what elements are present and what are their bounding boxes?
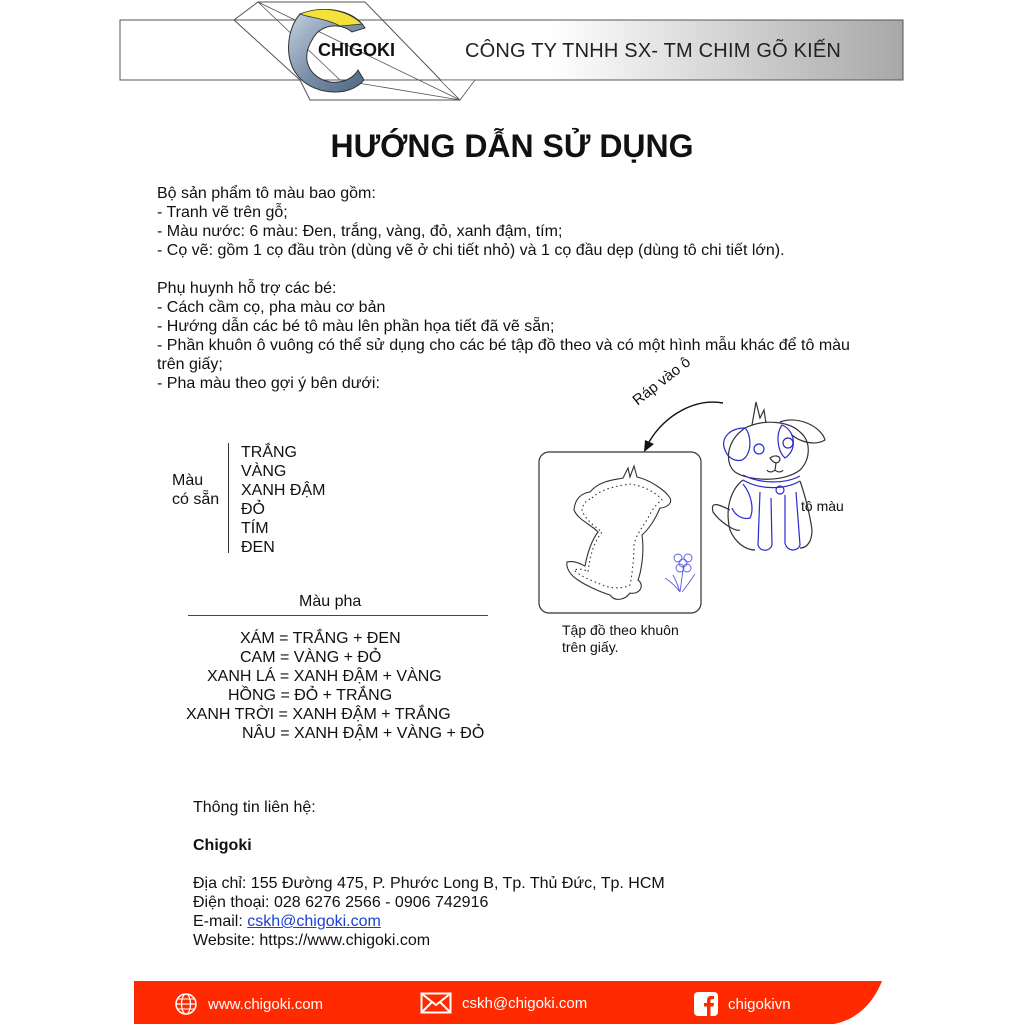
mix-result: XANH TRỜI xyxy=(186,706,275,723)
mix-result: CAM xyxy=(240,649,276,666)
color-item: TÍM xyxy=(241,520,269,537)
footer-website-text[interactable]: www.chigoki.com xyxy=(208,995,324,1013)
kit-item: - Cọ vẽ: gồm 1 cọ đầu tròn (dùng vẽ ở chi tiết nhỏ) và 1 cọ đầu dẹp (dùng tô chi tiết lớn). xyxy=(157,242,785,259)
parents-item: - Hướng dẫn các bé tô màu lên phần họa tiết đã vẽ sẵn; xyxy=(157,318,555,335)
page-title: HƯỚNG DẪN SỬ DỤNG xyxy=(330,128,694,164)
label-line: Màu xyxy=(172,472,204,489)
mix-result: XÁM xyxy=(240,630,275,647)
mix-formula: = XANH ĐẬM + TRẮNG xyxy=(274,706,451,723)
available-colors-label xyxy=(172,471,219,509)
company-name: CÔNG TY TNHH SX- TM CHIM GÕ KIẾN xyxy=(465,40,842,62)
mixed-colors-list xyxy=(180,629,510,743)
parents-item: trên giấy; xyxy=(157,356,223,373)
arrow-icon xyxy=(649,402,723,442)
parents-section xyxy=(157,279,850,393)
color-label: tô màu xyxy=(801,498,844,514)
facebook-icon xyxy=(694,992,718,1016)
mix-row xyxy=(180,724,510,743)
color-item: ĐỎ xyxy=(241,501,265,518)
mix-row xyxy=(180,629,510,648)
mix-row xyxy=(180,686,510,705)
contact-company: Chigoki xyxy=(193,837,252,854)
mix-result: XANH LÁ xyxy=(207,668,276,685)
available-colors-list xyxy=(241,443,325,557)
color-item: ĐEN xyxy=(241,539,275,556)
arrow-label: Ráp vào ô xyxy=(629,353,694,409)
color-item: XANH ĐẬM xyxy=(241,482,326,499)
kit-heading: Bộ sản phẩm tô màu bao gồm: xyxy=(157,185,376,202)
stencil-caption xyxy=(562,622,679,656)
kit-section xyxy=(157,184,785,260)
footer-website[interactable] xyxy=(174,992,323,1016)
footer-facebook-text[interactable]: chigokivn xyxy=(728,995,791,1013)
label-line: có sẵn xyxy=(172,491,220,508)
flower-icon xyxy=(665,554,695,592)
contact-email-row xyxy=(193,912,665,931)
parents-item: - Pha màu theo gợi ý bên dưới: xyxy=(157,375,380,392)
email-link[interactable]: cskh@chigoki.com xyxy=(247,913,381,930)
parents-item: - Phần khuôn ô vuông có thể sử dụng cho các bé tập đồ theo và có một hình mẫu khác để tô màu xyxy=(157,337,850,354)
mixed-colors-heading: Màu pha xyxy=(299,593,362,610)
caption-line: trên giấy. xyxy=(562,639,619,655)
bracket-divider xyxy=(228,443,229,553)
logo-text: CHIGOKI xyxy=(318,40,396,60)
contact-website: Website: https://www.chigoki.com xyxy=(193,932,431,949)
mix-row xyxy=(180,705,510,724)
mix-formula: = XANH ĐẬM + VÀNG xyxy=(275,668,442,685)
parents-heading: Phụ huynh hỗ trợ các bé: xyxy=(157,280,337,297)
contact-details xyxy=(193,874,665,950)
color-item: TRẮNG xyxy=(241,444,297,461)
divider xyxy=(188,615,488,616)
caption-line: Tập đồ theo khuôn xyxy=(562,622,679,638)
email-label: E-mail: xyxy=(193,913,248,930)
footer-email[interactable] xyxy=(420,992,587,1014)
mix-formula: = TRẮNG + ĐEN xyxy=(274,630,401,647)
dog-stencil-icon xyxy=(567,466,671,599)
contact-address: Địa chỉ: 155 Đường 475, P. Phước Long B, Tp. Thủ Đức, Tp. HCM xyxy=(193,875,665,892)
mix-formula: = VÀNG + ĐỎ xyxy=(275,649,382,666)
mix-formula: = XANH ĐẬM + VÀNG + ĐỎ xyxy=(275,725,485,742)
mix-result: HỒNG xyxy=(228,687,276,704)
footer-facebook[interactable] xyxy=(694,992,791,1016)
dog-illustration-icon xyxy=(712,402,825,550)
color-item: VÀNG xyxy=(241,463,287,480)
kit-item: - Màu nước: 6 màu: Đen, trắng, vàng, đỏ, xanh đậm, tím; xyxy=(157,223,563,240)
mix-result: NÂU xyxy=(242,725,276,742)
globe-icon xyxy=(174,992,198,1016)
contact-heading: Thông tin liên hệ: xyxy=(193,799,316,816)
parents-item: - Cách cầm cọ, pha màu cơ bản xyxy=(157,299,386,316)
mix-formula: = ĐỎ + TRẮNG xyxy=(276,687,393,704)
mix-row xyxy=(180,648,510,667)
stencil-frame xyxy=(539,452,701,613)
contact-phone: Điện thoại: 028 6276 2566 - 0906 742916 xyxy=(193,894,489,911)
mix-row xyxy=(180,667,510,686)
kit-item: - Tranh vẽ trên gỗ; xyxy=(157,204,288,221)
envelope-icon xyxy=(420,992,452,1014)
footer-email-text[interactable]: cskh@chigoki.com xyxy=(462,994,588,1012)
